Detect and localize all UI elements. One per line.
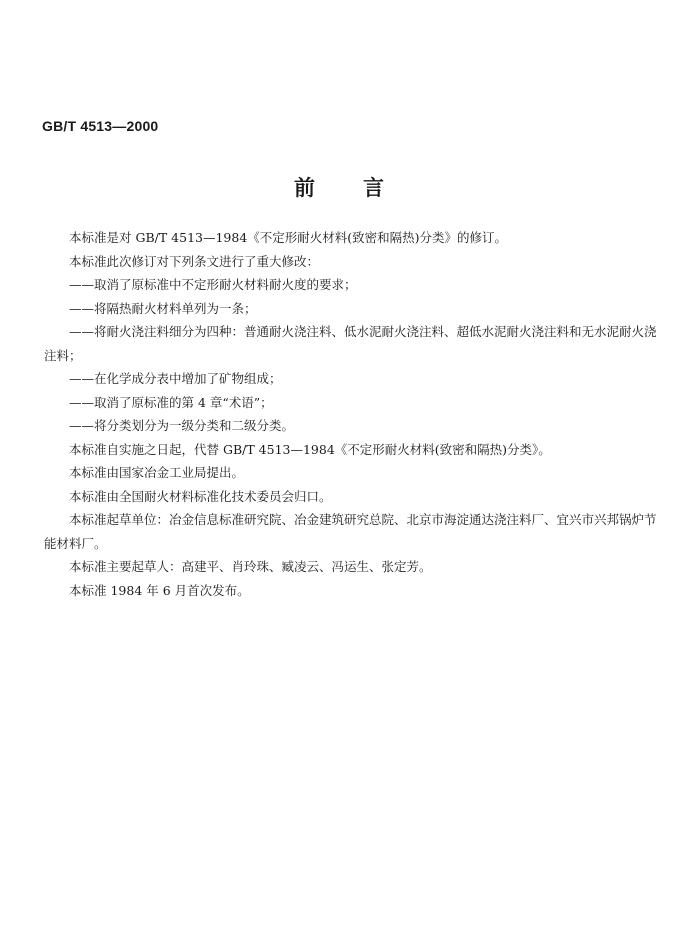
- paragraph-centralized-by: 本标准由全国耐火材料标准化技术委员会归口。: [69, 488, 332, 504]
- paragraph-proposed-by: 本标准由国家冶金工业局提出。: [69, 465, 245, 480]
- title-char-right: 言: [363, 175, 386, 200]
- list-item-change-4: ——在化学成分表中增加了矿物组成；: [69, 371, 282, 386]
- paragraph-revision-of: 本标准是对 GB/T 4513—1984《不定形耐火材料(致密和隔热)分类》的修订。: [69, 230, 508, 245]
- paragraph-first-published: 本标准 1984 年 6 月首次发布。: [69, 582, 250, 598]
- paragraph-replaces: 本标准自实施之日起，代替 GB/T 4513—1984《不定形耐火材料(致密和隔热)分类》。: [69, 441, 551, 457]
- list-item-change-5: ——取消了原标准的第 4 章“术语”；: [69, 394, 273, 410]
- page-title: [0, 172, 680, 202]
- list-item-change-6: ——将分类划分为一级分类和二级分类。: [69, 418, 295, 433]
- list-item-change-1: ——取消了原标准中不定形耐火材料耐火度的要求；: [69, 277, 357, 292]
- paragraph-major-changes-intro: 本标准此次修订对下列条文进行了重大修改：: [69, 253, 320, 269]
- list-item-change-3: ——将耐火浇注料细分为四种：普通耐火浇注料、低水泥耐火浇注料、超低水泥耐火浇注料和无水泥耐火浇注料；: [44, 324, 657, 363]
- foreword-body: [44, 226, 664, 602]
- title-char-left: 前: [294, 175, 317, 200]
- paragraph-drafters: 本标准主要起草人：高建平、肖玲珠、臧凌云、冯运生、张定芳。: [69, 559, 432, 574]
- paragraph-drafting-units: 本标准起草单位：冶金信息标准研究院、冶金建筑研究总院、北京市海淀通达浇注料厂、宜兴市兴邦锅炉节能材料厂。: [44, 512, 657, 551]
- list-item-change-2: ——将隔热耐火材料单列为一条；: [69, 300, 257, 316]
- standard-code: GB/T 4513—2000: [42, 118, 159, 134]
